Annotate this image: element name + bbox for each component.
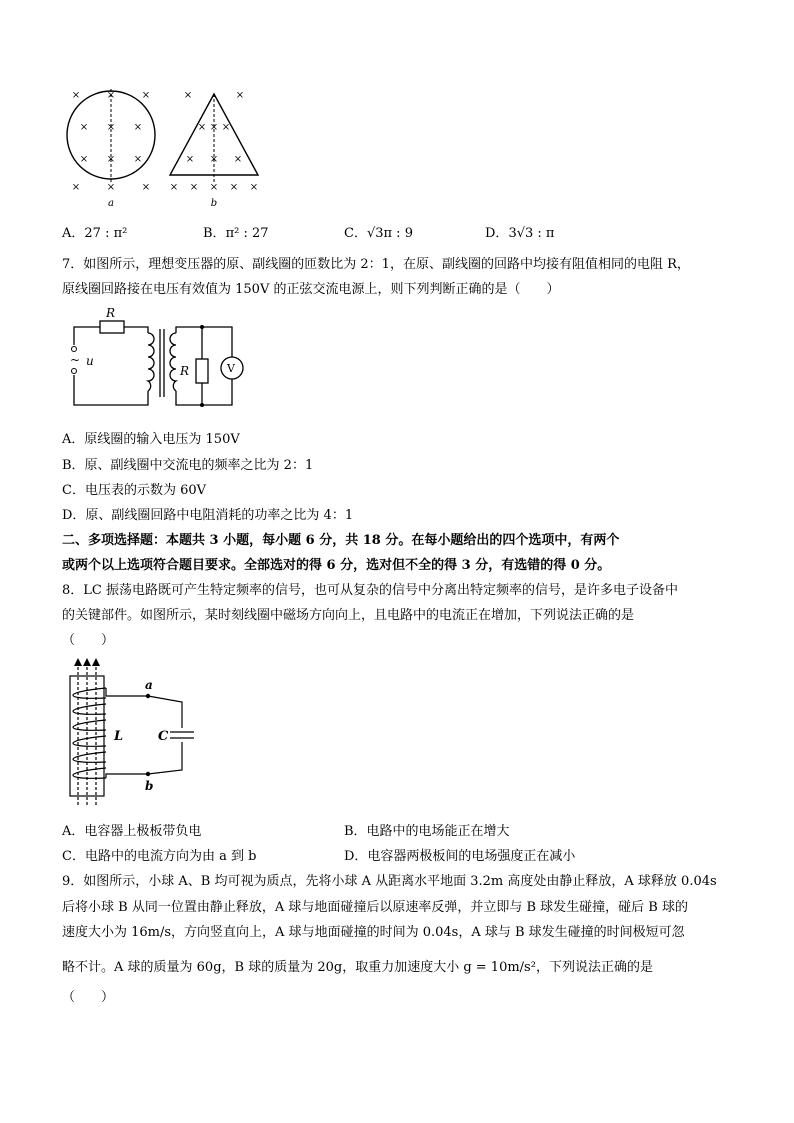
figure-b bbox=[170, 90, 258, 209]
svg-text:×: × bbox=[141, 182, 151, 193]
svg-text:×: × bbox=[141, 90, 151, 101]
svg-text:×: × bbox=[221, 122, 231, 133]
q7-option-c: C．电压表的示数为 60V bbox=[62, 483, 207, 498]
figure-a-label: a bbox=[108, 198, 114, 209]
q8-stem-line2: 的关键部件。如图所示，某时刻线圈中磁场方向向上，且电路中的电流正在增加，下列说法正确的是 bbox=[62, 608, 635, 623]
q7-resistor-top-label: R bbox=[106, 306, 116, 320]
svg-text:×: × bbox=[183, 90, 193, 101]
q8-option-a: A．电容器上极板带负电 bbox=[62, 824, 202, 839]
svg-text:×: × bbox=[209, 182, 219, 193]
svg-text:×: × bbox=[106, 154, 116, 165]
svg-text:×: × bbox=[133, 122, 143, 133]
q8-point-b-label: b bbox=[145, 779, 154, 793]
svg-text:×: × bbox=[133, 154, 143, 165]
q7-option-a: A．原线圈的输入电压为 150V bbox=[62, 432, 240, 447]
q8-option-b: B．电路中的电场能正在增大 bbox=[344, 824, 510, 839]
figure-b-label: b bbox=[210, 198, 218, 209]
q7-resistor-mid-label: R bbox=[180, 364, 190, 378]
q8-option-d: D．电容器两极板间的电场强度正在减小 bbox=[344, 849, 576, 864]
q7-stem-line1: 7．如图所示，理想变压器的原、副线圈的匝数比为 2：1，在原、副线圈的回路中均接有阻值相同的电阻 R， bbox=[62, 257, 690, 272]
svg-text:×: × bbox=[71, 90, 81, 101]
svg-text:×: × bbox=[249, 182, 259, 193]
svg-text:×: × bbox=[106, 90, 116, 101]
q7-ac-symbol: ~ bbox=[70, 353, 81, 367]
svg-text:×: × bbox=[106, 182, 116, 193]
svg-text:×: × bbox=[235, 90, 245, 101]
svg-text:×: × bbox=[209, 122, 219, 133]
svg-text:×: × bbox=[209, 154, 219, 165]
svg-text:×: × bbox=[79, 154, 89, 165]
q8-stem-line1: 8．LC 振荡电路既可产生特定频率的信号，也可从复杂的信号中分离出特定频率的信号，是许多电子设备中 bbox=[62, 583, 678, 598]
q8-stem-line3: （ ） bbox=[62, 633, 115, 648]
q8-lc-circuit-figure bbox=[62, 658, 194, 808]
q7-stem-line2: 原线圈回路接在电压有效值为 150V 的正弦交流电源上，则下列判断正确的是（ ） bbox=[62, 282, 560, 297]
q9-stem-line4: 略不计。A 球的质量为 60g，B 球的质量为 20g，取重力加速度大小 g = 10m/s²，下列说法正确的是 bbox=[62, 960, 653, 975]
q8-inductor-label: L bbox=[114, 729, 124, 744]
q9-stem-line2: 后将小球 B 从同一位置由静止释放，A 球与地面碰撞后以原速率反弹，并立即与 B 球发生碰撞，碰后 B 球的 bbox=[62, 900, 688, 915]
q9-stem-line5: （ ） bbox=[62, 990, 115, 1005]
svg-text:×: × bbox=[185, 154, 195, 165]
svg-text:×: × bbox=[233, 154, 243, 165]
svg-text:×: × bbox=[169, 182, 179, 193]
svg-text:×: × bbox=[71, 182, 81, 193]
q8-point-a-label: a bbox=[145, 678, 153, 692]
svg-text:×: × bbox=[229, 182, 239, 193]
q9-stem-line1: 9．如图所示，小球 A、B 均可视为质点，先将小球 A 从距离水平地面 3.2m 高度处由静止释放，A 球释放 0.04s bbox=[62, 874, 717, 889]
q6-option-d: D．3√3 : π bbox=[485, 226, 555, 241]
q8-capacitor-label: C bbox=[158, 729, 169, 744]
q6-figure bbox=[62, 84, 266, 212]
q6-option-c: C．√3π : 9 bbox=[344, 226, 413, 241]
q7-option-b: B．原、副线圈中交流电的频率之比为 2：1 bbox=[62, 458, 314, 473]
svg-text:×: × bbox=[79, 122, 89, 133]
svg-text:×: × bbox=[197, 122, 207, 133]
q7-option-d: D．原、副线圈回路中电阻消耗的功率之比为 4：1 bbox=[62, 508, 354, 523]
q7-circuit-figure bbox=[62, 305, 250, 417]
q9-stem-line3: 速度大小为 16m/s，方向竖直向上，A 球与地面碰撞的时间为 0.04s，A 球与 B 球发生碰撞的时间极短可忽 bbox=[62, 925, 685, 940]
svg-text:×: × bbox=[189, 182, 199, 193]
section2-heading-line2: 或两个以上选项符合题目要求。全部选对的得 6 分，选对但不全的得 3 分，有选错的得 0 分。 bbox=[62, 558, 611, 573]
q6-option-b: B．π² : 27 bbox=[203, 226, 269, 241]
q8-option-c: C．电路中的电流方向为由 a 到 b bbox=[62, 849, 257, 864]
q6-option-a: A．27 : π² bbox=[62, 226, 128, 241]
q7-voltmeter-label: V bbox=[227, 362, 235, 375]
section2-heading-line1: 二、多项选择题：本题共 3 小题，每小题 6 分，共 18 分。在每小题给出的四个选项中，有两个 bbox=[62, 533, 620, 548]
svg-text:×: × bbox=[106, 122, 116, 133]
q7-source-label: u bbox=[86, 354, 94, 368]
figure-a bbox=[67, 89, 155, 209]
